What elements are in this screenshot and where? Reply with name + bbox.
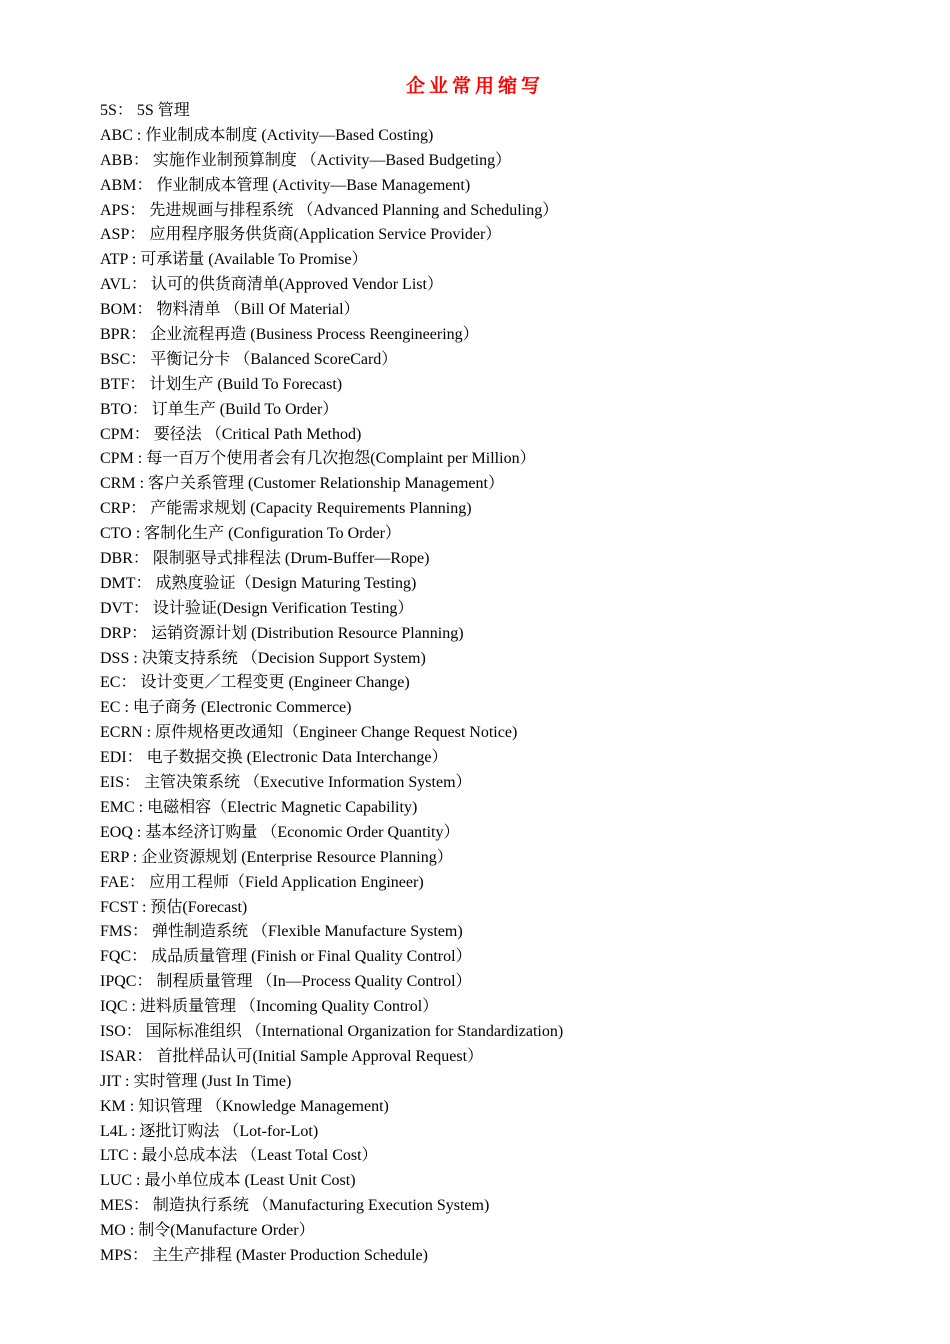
abbreviation-entry: ECRN : 原件规格更改通知（Engineer Change Request Notice) [100, 724, 518, 742]
abbreviation-entry: EC : 电子商务 (Electronic Commerce) [100, 699, 352, 717]
document-title: 企业常用缩写 [405, 75, 544, 97]
abbreviation-entry: EOQ : 基本经济订购量 （Economic Order Quantity） [100, 823, 460, 841]
abbreviation-entry: FCST : 预估(Forecast) [100, 898, 248, 916]
abbreviation-entry: DRP： 运销资源计划 (Distribution Resource Planning) [100, 624, 464, 642]
abbreviation-entry: BTF： 计划生产 (Build To Forecast) [100, 375, 343, 393]
abbreviation-entry: FAE： 应用工程师（Field Application Engineer) [100, 873, 424, 891]
abbreviation-list [100, 99, 900, 1269]
abbreviation-entry: CPM： 要径法 （Critical Path Method) [100, 425, 362, 443]
abbreviation-entry: ERP : 企业资源规划 (Enterprise Resource Planning） [100, 848, 453, 866]
abbreviation-entry: L4L : 逐批订购法 （Lot-for-Lot) [100, 1122, 319, 1140]
abbreviation-entry: BPR： 企业流程再造 (Business Process Reengineering） [100, 326, 479, 344]
abbreviation-entry: BTO： 订单生产 (Build To Order） [100, 400, 339, 418]
abbreviation-entry: CRP： 产能需求规划 (Capacity Requirements Planning) [100, 500, 472, 518]
abbreviation-entry: FMS： 弹性制造系统 （Flexible Manufacture System) [100, 923, 463, 941]
abbreviation-entry: ISO： 国际标准组织 （International Organization for Standardization) [100, 1022, 564, 1040]
abbreviation-entry: CTO : 客制化生产 (Configuration To Order） [100, 525, 401, 543]
abbreviation-entry: DBR： 限制驱导式排程法 (Drum-Buffer—Rope) [100, 550, 430, 568]
abbreviation-entry: BSC： 平衡记分卡 （Balanced ScoreCard） [100, 350, 398, 368]
abbreviation-entry: AVL： 认可的供货商清单(Approved Vendor List） [100, 276, 443, 294]
abbreviation-entry: KM : 知识管理 （Knowledge Management) [100, 1097, 389, 1115]
abbreviation-entry: CRM : 客户关系管理 (Customer Relationship Management） [100, 475, 504, 493]
abbreviation-entry: ASP： 应用程序服务供货商(Application Service Provider） [100, 226, 502, 244]
abbreviation-entry: IQC : 进料质量管理 （Incoming Quality Control） [100, 998, 439, 1016]
abbreviation-entry: LUC : 最小单位成本 (Least Unit Cost) [100, 1172, 356, 1190]
abbreviation-entry: ABC : 作业制成本制度 (Activity—Based Costing) [100, 126, 434, 144]
abbreviation-entry: MO : 制令(Manufacture Order） [100, 1222, 315, 1240]
abbreviation-entry: JIT : 实时管理 (Just In Time) [100, 1072, 292, 1090]
abbreviation-entry: FQC： 成品质量管理 (Finish or Final Quality Control） [100, 948, 472, 966]
abbreviation-entry: 5S： 5S 管理 [100, 102, 190, 119]
abbreviation-entry: BOM： 物料清单 （Bill Of Material） [100, 301, 360, 319]
abbreviation-entry: DVT： 设计验证(Design Verification Testing） [100, 599, 414, 617]
abbreviation-entry: DSS : 决策支持系统 （Decision Support System) [100, 649, 426, 667]
abbreviation-entry: DMT： 成熟度验证（Design Maturing Testing) [100, 574, 417, 592]
abbreviation-entry: EIS： 主管决策系统 （Executive Information System） [100, 774, 472, 792]
abbreviation-entry: APS： 先进规画与排程系统 （Advanced Planning and Scheduling） [100, 201, 559, 219]
abbreviation-entry: ISAR： 首批样品认可(Initial Sample Approval Request） [100, 1047, 484, 1065]
abbreviation-entry: CPM : 每一百万个使用者会有几次抱怨(Complaint per Million） [100, 450, 536, 468]
abbreviation-entry: EMC : 电磁相容（Electric Magnetic Capability) [100, 798, 418, 816]
abbreviation-entry: MES： 制造执行系统 （Manufacturing Execution System) [100, 1197, 490, 1215]
abbreviation-entry: ABB： 实施作业制预算制度 （Activity—Based Budgeting） [100, 151, 512, 169]
abbreviation-entry: MPS： 主生产排程 (Master Production Schedule) [100, 1246, 428, 1264]
abbreviation-entry: ABM： 作业制成本管理 (Activity—Base Management) [100, 176, 471, 194]
abbreviation-entry: IPQC： 制程质量管理 （In—Process Quality Control） [100, 973, 472, 991]
abbreviation-entry: EC： 设计变更／工程变更 (Engineer Change) [100, 674, 410, 692]
abbreviation-entry: ATP : 可承诺量 (Available To Promise） [100, 251, 368, 269]
abbreviation-entry: LTC : 最小总成本法 （Least Total Cost） [100, 1147, 378, 1165]
abbreviation-entry: EDI： 电子数据交换 (Electronic Data Interchange） [100, 749, 448, 767]
